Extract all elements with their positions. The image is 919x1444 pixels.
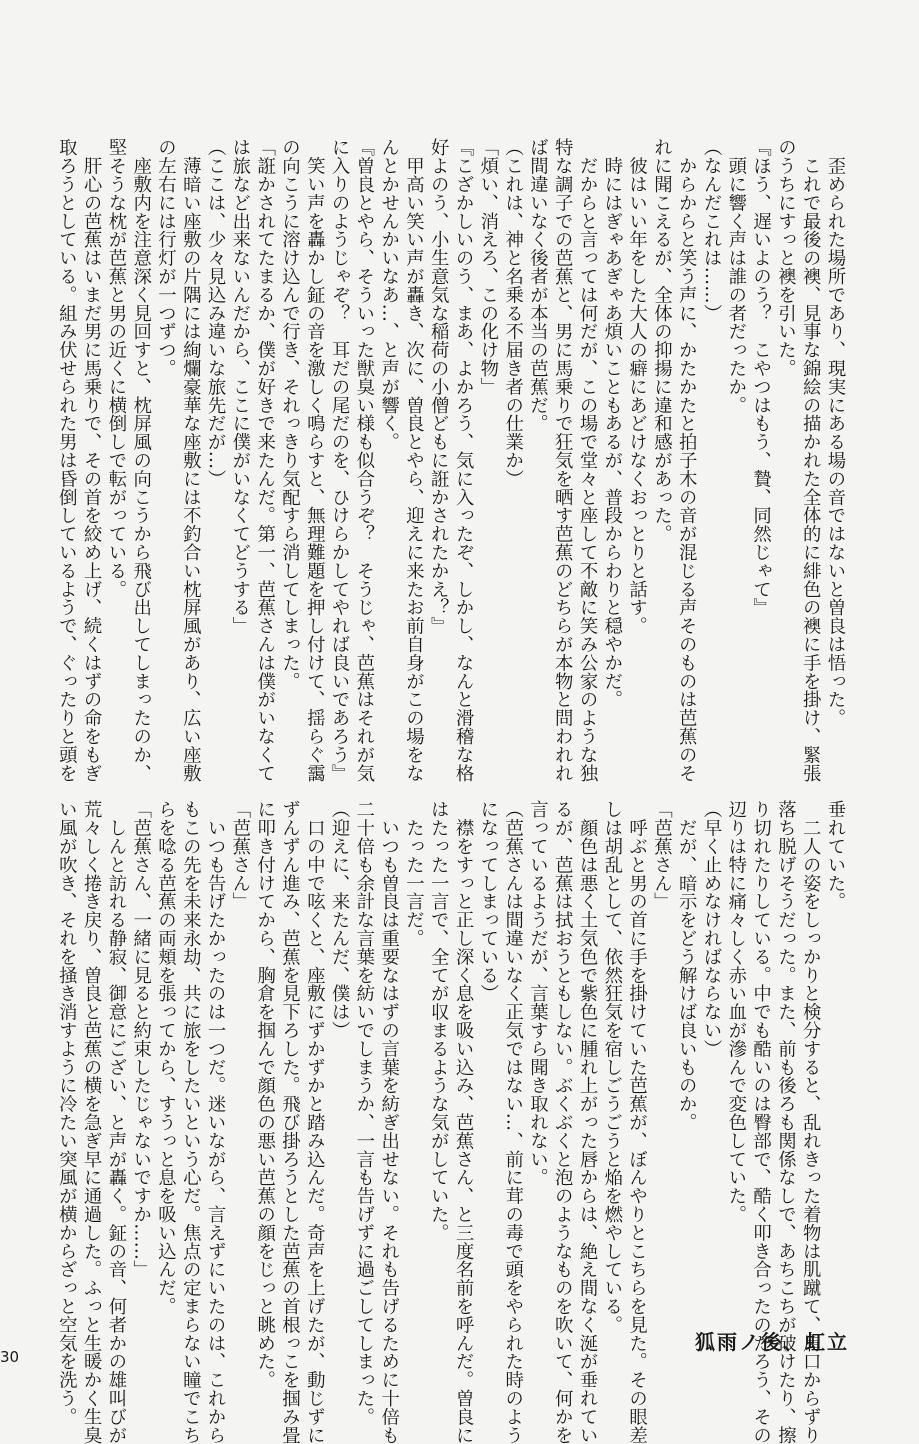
upper-text-line: 肝心の芭蕉はいまだ男に馬乗りで、その首を絞め上げ、続くはずの命をもぎ <box>81 138 103 782</box>
upper-text-line: 「煩い、消えろ、この化け物」 <box>477 138 499 396</box>
story-title: 狐雨ノ後、虹立 <box>695 1330 849 1354</box>
upper-text-line: からからと笑う声に、かたかたと拍子木の音が混じる声そのものは芭蕉のそ <box>676 138 698 782</box>
upper-text-line: だからと言っては何だが、この場で堂々と座して不敵に笑み公家のような独 <box>577 138 599 782</box>
lower-text-line: いつも曽良は重要なはずの言葉を紡ぎ出せない。それも告げるために十倍も <box>378 800 400 1444</box>
upper-text-line: 「誑かされてたまるか、僕が好きで来たんだ。第一、芭蕉さんは僕がいなくて <box>254 138 276 782</box>
lower-text-line: 口の中で呟くと、座敷にずかずかと踏み込んだ。奇声を上げたが、動じずに <box>304 800 326 1444</box>
lower-text-line: しんと訪れる静寂、御意にござい、と声が轟く。鉦の音、何者かの雄叫びが <box>105 800 127 1444</box>
upper-text-line: れに聞こえるが、全体の抑揚に違和感があった。 <box>651 138 673 543</box>
upper-text-line: のうちにすっと襖を引いた。 <box>775 138 797 378</box>
upper-text-line: 『こざかしいのう、まあ、よかろう、気に入ったぞ、しかし、なんと滑稽な格 <box>453 138 475 782</box>
upper-text-line: 取ろうとしている。組み伏せられた男は昏倒しているようで、ぐったりと頭を <box>56 138 78 782</box>
lower-text-line: もこの先を未来永劫、共に旅をしたいという心だ。焦点の定まらない瞳でこち <box>180 800 202 1444</box>
lower-text-line: （迎えに、来たんだ、僕は） <box>329 800 351 1040</box>
upper-text-line: の左右には行灯が一つずつ。 <box>155 138 177 378</box>
upper-text-line: （ここは、少々見込み違いな旅先だが…） <box>205 138 227 488</box>
upper-text-line: 笑い声を轟かし鉦の音を激しく鳴らすと、無理難題を押し付けて、揺らぐ靄 <box>304 138 326 782</box>
upper-text-line: 座敷内を注意深く見回すと、枕屏風の向こうから飛び出してしまったのか、 <box>130 138 152 782</box>
lower-text-line: 垂れていた。 <box>825 800 846 911</box>
lower-text-line: はたった一言で、全てが収まるような気がしていた。 <box>428 800 450 1242</box>
upper-text-line: ば間違いなく後者が本当の芭蕉だ。 <box>527 138 549 433</box>
lower-text-line: しは胡乱として、依然狂気を宿しごうごうと焔を燃やしている。 <box>601 800 623 1334</box>
lower-text-line: （芭蕉さんは間違いなく正気ではない…、前に茸の毒で頭をやられた時のよう <box>502 800 524 1444</box>
lower-text-line: ずんずん進み、芭蕉を見下ろした。飛び掛ろうとした芭蕉の首根っこを掴み畳 <box>279 800 301 1444</box>
lower-text-line: 二十倍も余計な言葉を紡いでしまうか、一言も告げずに過ごしてしまった。 <box>353 800 375 1426</box>
lower-text-line: 「芭蕉さん」 <box>229 800 251 911</box>
upper-text-line: 堅そうな枕が芭蕉と男の近くに横倒しで転がっている。 <box>105 138 127 598</box>
upper-text-line: （なんだこれは……） <box>701 138 723 322</box>
upper-text-line: 好よのう、小生意気な稲荷の小僧どもに誑かされたかえ？』 <box>428 138 450 635</box>
upper-text-line: に入りのようじゃぞ？ 耳だの尾だのを、ひけらかしてやれば良いであろう』 <box>329 138 351 782</box>
lower-text-line: 落ち脱げそうだった。また、前も後ろも関係なしで、あちこちが破けたり、擦 <box>775 800 797 1444</box>
upper-text-line: 彼はいい年をした大人の癖にあどけなくおっとりと話す。 <box>626 138 648 635</box>
page-number: 30 <box>0 1348 20 1366</box>
lower-text-line: り切れたりしている。中でも酷いのは臀部で、酷く叩き合ったのだろう、その <box>750 800 772 1444</box>
lower-text-line: だが、暗示をどう解けば良いものか。 <box>676 800 698 1132</box>
lower-text-line: 辺りは特に痛々しく赤い血が滲んで変色していた。 <box>725 800 747 1224</box>
upper-text-line: は旅など出来ないんだから、ここに僕がいなくてどうする」 <box>229 138 251 635</box>
upper-text-line: の向こうに溶け込んで行き、それっきり気配すら消してしまった。 <box>279 138 301 690</box>
upper-text-line: 『曽良とやら、そういった獣臭い様も似合うぞ？ そうじゃ、芭蕉はそれが気 <box>353 138 375 782</box>
lower-text-line: に叩き付けてから、胸倉を掴んで顔色の悪い芭蕉の顔をじっと眺めた。 <box>254 800 276 1389</box>
upper-text-line: 薄暗い座敷の片隅には絢爛豪華な座敷には不釣合い枕屏風があり、広い座敷 <box>180 138 202 782</box>
lower-text-line: 二人の姿をしっかりと検分すると、乱れきった着物は肌蹴て、肩口からずり <box>800 800 822 1444</box>
upper-text-line: これで最後の襖、見事な錦絵の描かれた全体的に緋色の襖に手を掛け、緊張 <box>800 138 822 782</box>
upper-text-line: 特な調子での芭蕉と、男に馬乗りで狂気を晒す芭蕉のどちらが本物と問われれ <box>552 138 574 782</box>
lower-text-line: いつも告げたかったのは一つだ。迷いながら、言えずにいたのは、これから <box>205 800 227 1444</box>
lower-text-line: 言っているようだが、言葉すら聞き取れない。 <box>527 800 549 1187</box>
lower-text-line: 「芭蕉さん、一緒に見ると約束したじゃないですか……」 <box>130 800 152 1279</box>
lower-text-line: 荒々しく捲き戻り、曽良と芭蕉の横を急ぎ早に通過した。ふっと生暖かく生臭 <box>81 800 103 1444</box>
upper-text-line: 頭に響く声は誰の者だったか。 <box>725 138 747 414</box>
upper-text-line: んとかせんかいなあ…、と声が響く。 <box>378 138 400 451</box>
lower-text-line: らを唸る芭蕉の両頬を張ってから、すうっと息を吸い込んだ。 <box>155 800 177 1316</box>
lower-text-line: （早く止めなければならない） <box>701 800 723 1058</box>
upper-text-line: 『ほう、遅いよのう？ こやつはもう、贄、同然じゃて』 <box>750 138 772 617</box>
lower-text-line: い風が吹き、それを掻き消すように冷たい突風が横からざっと空気を洗う。 <box>56 800 78 1426</box>
upper-text-line: 時にはぎゃあぎゃあ煩いこともあるが、普段からわりと穏やかだ。 <box>601 138 623 709</box>
lower-text-line: たった一言だ。 <box>403 800 425 948</box>
upper-text-line: 歪められた場所であり、現実にある場の音ではないと曽良は悟った。 <box>825 138 846 727</box>
lower-text-line: 襟をすっと正し深く息を吸い込み、芭蕉さん、と三度名前を呼んだ。曽良に <box>453 800 475 1444</box>
lower-text-line: になってしまっている） <box>477 800 499 1003</box>
text-block-upper <box>56 138 847 782</box>
upper-text-line: （これは、神と名乗る不届き者の仕業か） <box>502 138 524 488</box>
upper-text-line: 甲高い笑い声が轟き、次に、曽良とやら、迎えに来たお前自身がこの場をな <box>403 138 425 782</box>
lower-text-line: 呼ぶと男の首に手を掛けていた芭蕉が、ぼんやりとこちらを見た。その眼差 <box>626 800 648 1444</box>
lower-text-line: るが、芭蕉は拭おうともしない。ぶくぶくと泡のようなものを吹いて、何かを <box>552 800 574 1444</box>
lower-text-line: 顔色は悪く土気色で紫色に腫れ上がった唇からは、絶え間なく涎が垂れてい <box>577 800 599 1444</box>
lower-text-line: 「芭蕉さん」 <box>651 800 673 911</box>
